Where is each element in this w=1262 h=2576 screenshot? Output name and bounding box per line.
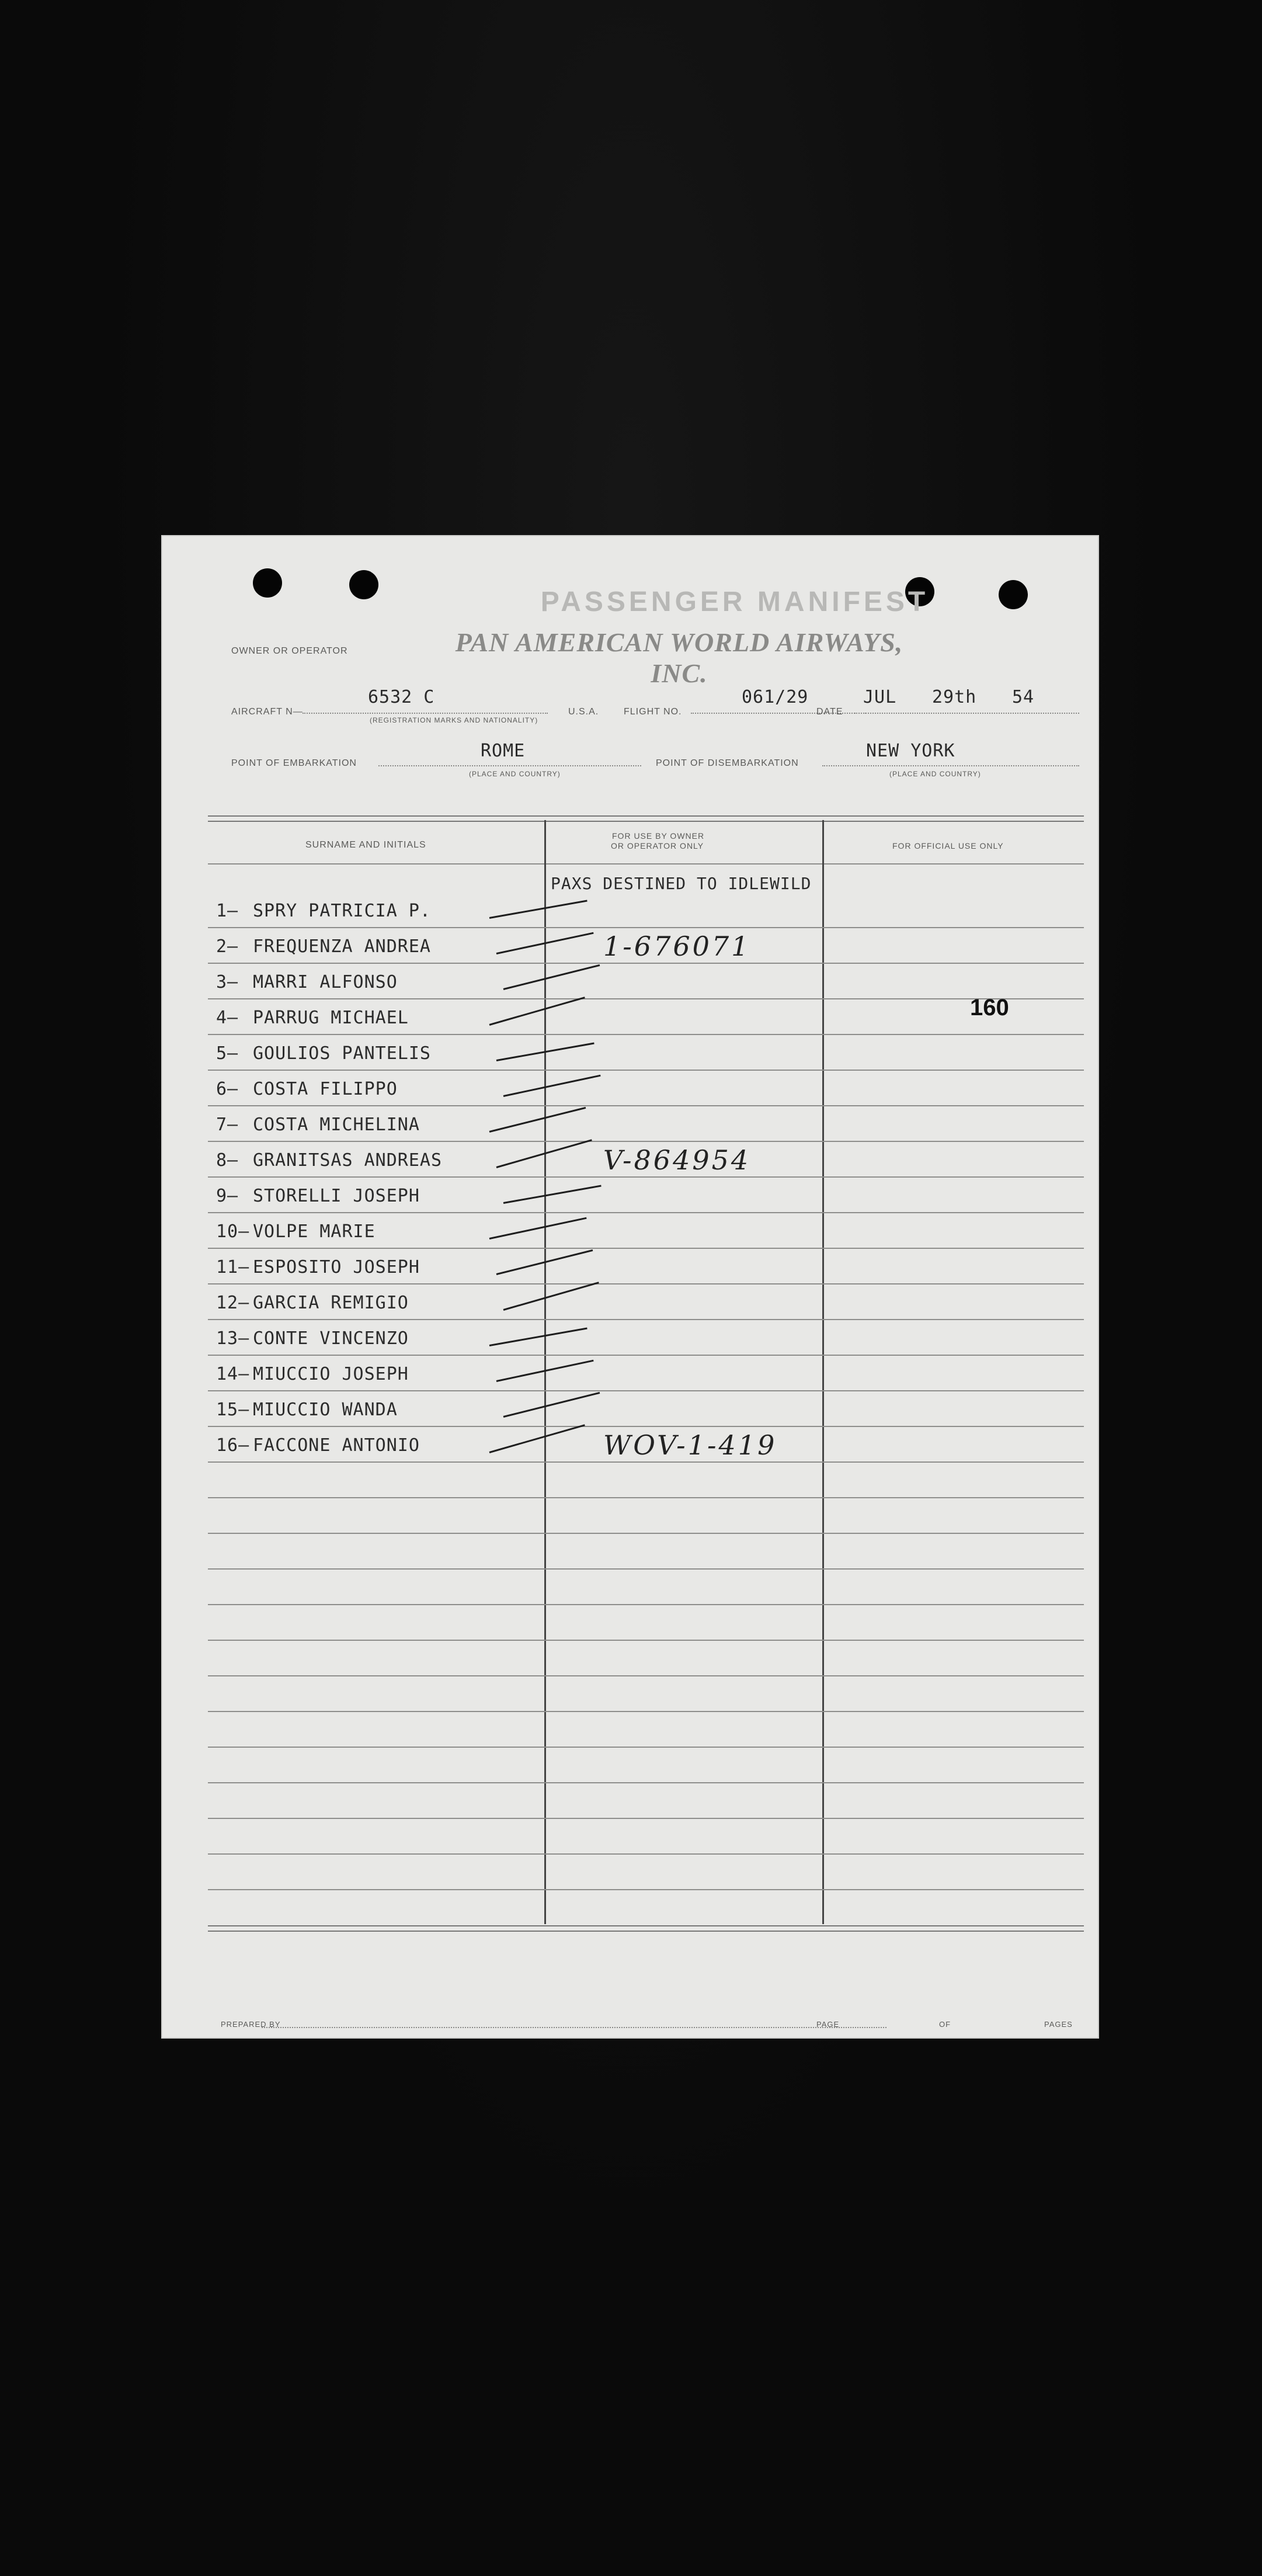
row-rule — [208, 1034, 1084, 1035]
owner-label: OWNER OR OPERATOR — [231, 646, 348, 656]
handwritten-note: V-864954 — [603, 1144, 751, 1176]
row-rule — [208, 927, 1084, 928]
passenger-number: 14— — [216, 1364, 250, 1384]
check-mark — [489, 997, 585, 1026]
embarkation-label: POINT OF EMBARKATION — [231, 758, 357, 768]
row-rule — [208, 963, 1084, 964]
of-label: OF — [939, 2020, 951, 2029]
passenger-name: MIUCCIO JOSEPH — [253, 1364, 409, 1384]
disembarkation-caption: (PLACE AND COUNTRY) — [889, 770, 981, 778]
blank-row-rule — [208, 1640, 1084, 1641]
form-title: PASSENGER MANIFEST — [540, 586, 929, 617]
check-mark — [489, 1217, 587, 1240]
usa-label: U.S.A. — [568, 707, 599, 717]
check-mark — [503, 964, 600, 990]
embarkation-value: ROME — [481, 741, 526, 761]
passenger-number: 4— — [216, 1008, 239, 1028]
table-top-rule — [208, 815, 1084, 822]
passenger-number: 13— — [216, 1328, 250, 1349]
passenger-number: 8— — [216, 1150, 239, 1171]
column-divider-left — [544, 820, 546, 1924]
handwritten-note: WOV-1-419 — [603, 1429, 777, 1461]
check-mark — [503, 1392, 600, 1418]
blank-row-rule — [208, 1747, 1084, 1748]
passenger-name: GARCIA REMIGIO — [253, 1293, 409, 1313]
passenger-name: CONTE VINCENZO — [253, 1328, 409, 1349]
passenger-number: 3— — [216, 972, 239, 992]
passenger-name: MARRI ALFONSO — [253, 972, 398, 992]
row-rule — [208, 1070, 1084, 1071]
passenger-name: VOLPE MARIE — [253, 1221, 376, 1242]
blank-row-rule — [208, 1497, 1084, 1498]
passenger-name: ESPOSITO JOSEPH — [253, 1257, 420, 1277]
row-rule — [208, 1390, 1084, 1391]
page-label: PAGE — [816, 2020, 840, 2029]
check-mark — [489, 900, 587, 919]
airline-name: PAN AMERICAN WORLD AIRWAYS, INC. — [455, 627, 903, 688]
check-mark — [489, 1424, 585, 1453]
disembarkation-line — [822, 765, 1079, 766]
punch-hole — [999, 580, 1028, 609]
blank-row-rule — [208, 1818, 1084, 1819]
row-rule — [208, 1355, 1084, 1356]
passenger-name: COSTA FILIPPO — [253, 1079, 398, 1099]
passenger-number: 12— — [216, 1293, 250, 1313]
date-line — [854, 713, 1079, 714]
punch-hole — [253, 568, 282, 598]
passenger-name: FREQUENZA ANDREA — [253, 936, 431, 957]
manifest-page — [162, 536, 1098, 2037]
embarkation-caption: (PLACE AND COUNTRY) — [469, 770, 561, 778]
registration-caption: (REGISTRATION MARKS AND NATIONALITY) — [370, 716, 538, 724]
check-mark — [503, 1282, 599, 1311]
disembarkation-value: NEW YORK — [866, 741, 955, 761]
table-bottom-rule — [208, 1925, 1084, 1932]
blank-row-rule — [208, 1675, 1084, 1676]
date-label: DATE — [816, 707, 843, 717]
prepared-label: PREPARED BY — [221, 2020, 281, 2029]
passenger-name: SPRY PATRICIA P. — [253, 901, 431, 921]
blank-row-rule — [208, 1889, 1084, 1890]
check-mark — [489, 1328, 587, 1346]
passenger-name: FACCONE ANTONIO — [253, 1435, 420, 1456]
punch-hole — [349, 570, 378, 599]
passenger-number: 6— — [216, 1079, 239, 1099]
passenger-number: 10— — [216, 1221, 250, 1242]
passenger-number: 7— — [216, 1115, 239, 1135]
official-number: 160 — [970, 995, 1009, 1020]
blank-row-rule — [208, 1533, 1084, 1534]
passenger-number: 9— — [216, 1186, 239, 1206]
passenger-number: 11— — [216, 1257, 250, 1277]
pages-label: PAGES — [1044, 2020, 1073, 2029]
aircraft-line — [303, 713, 548, 714]
passenger-name: PARRUG MICHAEL — [253, 1008, 409, 1028]
passenger-name: GRANITSAS ANDREAS — [253, 1150, 443, 1171]
row-rule — [208, 1141, 1084, 1142]
check-mark — [503, 1075, 601, 1097]
flight-value: 061/29 — [742, 687, 809, 707]
handwritten-note: 1-676071 — [603, 931, 751, 962]
date-year: 54 — [1012, 687, 1035, 707]
passenger-number: 16— — [216, 1435, 250, 1456]
check-mark — [489, 1107, 586, 1133]
column-divider-right — [822, 820, 824, 1924]
col-header-owner-1: FOR USE BY OWNER — [612, 831, 705, 841]
flight-label: FLIGHT NO. — [624, 707, 682, 717]
row-rule — [208, 1461, 1084, 1463]
date-day: 29th — [932, 687, 977, 707]
header-bottom-rule — [208, 863, 1084, 865]
col-header-surname: SURNAME AND INITIALS — [305, 840, 426, 850]
embarkation-line — [378, 765, 641, 766]
row-rule — [208, 1105, 1084, 1106]
passenger-number: 15— — [216, 1400, 250, 1420]
passenger-name: GOULIOS PANTELIS — [253, 1043, 431, 1064]
row-rule — [208, 1176, 1084, 1178]
blank-row-rule — [208, 1568, 1084, 1570]
col-header-official: FOR OFFICIAL USE ONLY — [892, 841, 1004, 850]
passenger-name: MIUCCIO WANDA — [253, 1400, 398, 1420]
passenger-number: 5— — [216, 1043, 239, 1064]
passenger-number: 2— — [216, 936, 239, 957]
date-month: JUL — [863, 687, 897, 707]
col-header-owner-2: OR OPERATOR ONLY — [611, 841, 704, 850]
row-rule — [208, 1212, 1084, 1213]
blank-row-rule — [208, 1711, 1084, 1712]
prepared-line — [262, 2027, 886, 2028]
passenger-number: 1— — [216, 901, 239, 921]
blank-row-rule — [208, 1604, 1084, 1605]
row-rule — [208, 1426, 1084, 1427]
row-rule — [208, 1319, 1084, 1320]
disembarkation-label: POINT OF DISEMBARKATION — [656, 758, 799, 768]
row-rule — [208, 1283, 1084, 1284]
owner-note: PAXS DESTINED TO IDLEWILD — [551, 874, 812, 893]
row-rule — [208, 1248, 1084, 1249]
check-mark — [503, 1185, 602, 1204]
passenger-name: COSTA MICHELINA — [253, 1115, 420, 1135]
row-rule — [208, 998, 1084, 999]
blank-row-rule — [208, 1853, 1084, 1855]
blank-row-rule — [208, 1782, 1084, 1783]
aircraft-value: 6532 C — [368, 687, 435, 707]
aircraft-label: AIRCRAFT N— — [231, 707, 303, 717]
passenger-name: STORELLI JOSEPH — [253, 1186, 420, 1206]
